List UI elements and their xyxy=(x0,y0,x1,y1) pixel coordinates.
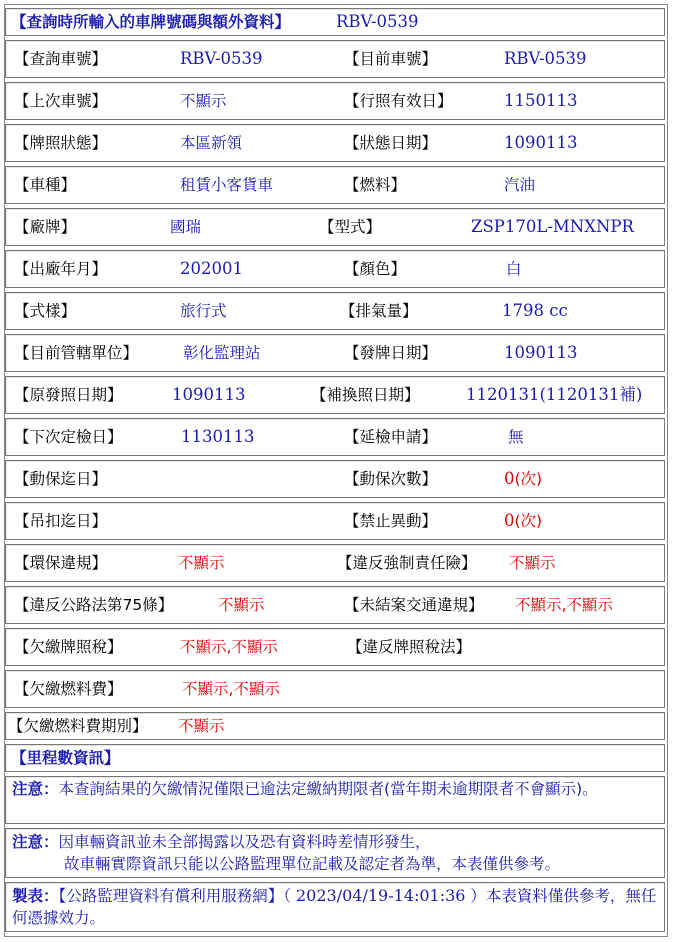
label-current-plate: 【目前車號】 xyxy=(344,50,438,68)
footer-tail: 本表資料僅供參考，無任何憑據效力。 xyxy=(12,887,657,927)
label-highway-75: 【違反公路法第75條】 xyxy=(14,596,174,614)
footer-close: ） xyxy=(465,887,486,905)
label-fuel: 【燃料】 xyxy=(344,176,407,194)
row-brand xyxy=(5,208,665,246)
label-env-violation: 【環保違規】 xyxy=(14,554,108,572)
label-no-transfer: 【禁止異動】 xyxy=(344,512,438,530)
label-revoke-until: 【吊扣迄日】 xyxy=(14,512,108,530)
no-transfer-number: 0 xyxy=(504,511,515,530)
note-1-text: 本查詢結果的欠繳情況僅限已逾法定繳納期限者(當年期未逾期限者不會顯示)。 xyxy=(58,780,598,798)
value-last-plate: 不顯示 xyxy=(180,92,227,110)
label-office: 【目前管轄單位】 xyxy=(14,344,139,362)
label-fuel-fee-owed: 【欠繳燃料費】 xyxy=(14,680,123,698)
label-seize-until: 【動保迄日】 xyxy=(14,470,108,488)
label-model: 【型式】 xyxy=(319,218,382,236)
row-plate-status xyxy=(5,124,665,162)
row-last-plate xyxy=(5,82,665,120)
row-fuel-fee-period xyxy=(5,712,665,740)
row-style xyxy=(5,292,665,330)
label-seize-count: 【動保次數】 xyxy=(344,470,438,488)
seize-count-number: 0 xyxy=(504,469,515,488)
value-extend-inspect: 無 xyxy=(508,428,524,446)
value-reissue: 1120131(1120131補) xyxy=(466,385,643,404)
label-color: 【顏色】 xyxy=(344,260,407,278)
row-office xyxy=(5,334,665,372)
value-current-plate: RBV-0539 xyxy=(504,49,587,68)
row-next-inspect xyxy=(5,418,665,456)
query-header-plate: RBV-0539 xyxy=(336,12,419,31)
footer-time: 2023/04/19-14:01:36 xyxy=(295,886,466,905)
value-color: 白 xyxy=(506,260,522,278)
value-seize-count xyxy=(504,470,542,488)
label-plate-tax-law: 【違反牌照稅法】 xyxy=(347,638,472,656)
row-orig-issue xyxy=(5,376,665,414)
value-query-plate: RBV-0539 xyxy=(180,49,263,68)
value-license-valid: 1150113 xyxy=(504,91,578,110)
footer xyxy=(12,885,658,929)
note-1 xyxy=(12,778,658,800)
value-env-violation: 不顯示 xyxy=(178,554,225,572)
label-displacement: 【排氣量】 xyxy=(340,302,418,320)
no-transfer-unit: (次) xyxy=(514,512,543,530)
value-style: 旅行式 xyxy=(180,302,227,320)
value-fuel-fee-period: 不顯示 xyxy=(178,717,225,735)
value-brand: 國瑞 xyxy=(170,218,202,236)
row-query-plate xyxy=(5,40,665,78)
value-fuel-fee-owed: 不顯示,不顯示 xyxy=(182,680,280,698)
value-issue-date: 1090113 xyxy=(504,343,578,362)
value-model: ZSP170L-MNXNPR xyxy=(471,217,634,236)
label-fuel-fee-period: 【欠繳燃料費期別】 xyxy=(8,717,148,735)
value-vehicle-type: 租賃小客貨車 xyxy=(180,176,274,194)
row-vehicle-type xyxy=(5,166,665,204)
value-office: 彰化監理站 xyxy=(183,344,261,362)
row-revoke xyxy=(5,502,665,540)
note-2-line-1: 因車輛資訊並未全部揭露以及恐有資料時差情形發生， xyxy=(58,833,431,851)
value-traffic-unclosed: 不顯示,不顯示 xyxy=(515,596,613,614)
value-plate-tax-owed: 不顯示,不顯示 xyxy=(180,638,278,656)
note-1-prefix: 注意： xyxy=(12,780,59,798)
label-last-plate: 【上次車號】 xyxy=(14,92,108,110)
row-env-violation xyxy=(5,544,665,582)
value-fuel: 汽油 xyxy=(504,176,536,194)
row-fuel-fee xyxy=(5,670,665,708)
value-plate-status: 本區新領 xyxy=(180,134,243,152)
row-highway-violation xyxy=(5,586,665,624)
label-query-plate: 【查詢車號】 xyxy=(14,50,108,68)
value-insurance-violation: 不顯示 xyxy=(509,554,556,572)
value-displacement: 1798 cc xyxy=(502,301,568,320)
value-no-transfer xyxy=(504,512,542,530)
note-2-line-2: 故車輛實際資訊只能以公路監理單位記載及認定者為準，本表僅供參考。 xyxy=(64,855,561,873)
label-orig-issue: 【原發照日期】 xyxy=(14,386,123,404)
label-vehicle-type: 【車種】 xyxy=(14,176,77,194)
row-mfg-date xyxy=(5,250,665,288)
label-license-valid: 【行照有效日】 xyxy=(344,92,453,110)
query-header-row xyxy=(5,8,665,36)
label-brand: 【廠牌】 xyxy=(14,218,77,236)
footer-box xyxy=(5,882,665,932)
label-insurance-violation: 【違反強制責任險】 xyxy=(337,554,477,572)
label-reissue: 【補換照日期】 xyxy=(311,386,420,404)
label-plate-status: 【牌照狀態】 xyxy=(14,134,108,152)
label-status-date: 【狀態日期】 xyxy=(344,134,438,152)
footer-open: （ xyxy=(283,887,296,905)
note-2-prefix: 注意： xyxy=(12,833,59,851)
note-2-box xyxy=(5,828,665,878)
value-status-date: 1090113 xyxy=(504,133,578,152)
label-style: 【式樣】 xyxy=(14,302,77,320)
seize-count-unit: (次) xyxy=(514,470,543,488)
value-highway-75: 不顯示 xyxy=(218,596,265,614)
label-plate-tax-owed: 【欠繳牌照稅】 xyxy=(14,638,123,656)
value-mfg-date: 202001 xyxy=(180,259,243,278)
value-orig-issue: 1090113 xyxy=(172,385,246,404)
note-1-box xyxy=(5,776,665,824)
row-mileage xyxy=(5,744,665,772)
label-extend-inspect: 【延檢申請】 xyxy=(344,428,438,446)
row-seize xyxy=(5,460,665,498)
note-2 xyxy=(12,831,658,875)
row-plate-tax xyxy=(5,628,665,666)
footer-source: 【公路監理資料有償利用服務網】 xyxy=(58,887,284,905)
query-header-label: 【查詢時所輸入的車牌號碼與額外資料】 xyxy=(11,13,291,31)
mileage-header: 【里程數資訊】 xyxy=(11,749,120,767)
value-next-inspect: 1130113 xyxy=(181,427,255,446)
label-next-inspect: 【下次定檢日】 xyxy=(14,428,123,446)
label-mfg-date: 【出廠年月】 xyxy=(14,260,108,278)
label-traffic-unclosed: 【未結案交通違規】 xyxy=(344,596,484,614)
label-issue-date: 【發牌日期】 xyxy=(344,344,438,362)
footer-prefix: 製表： xyxy=(12,887,59,905)
